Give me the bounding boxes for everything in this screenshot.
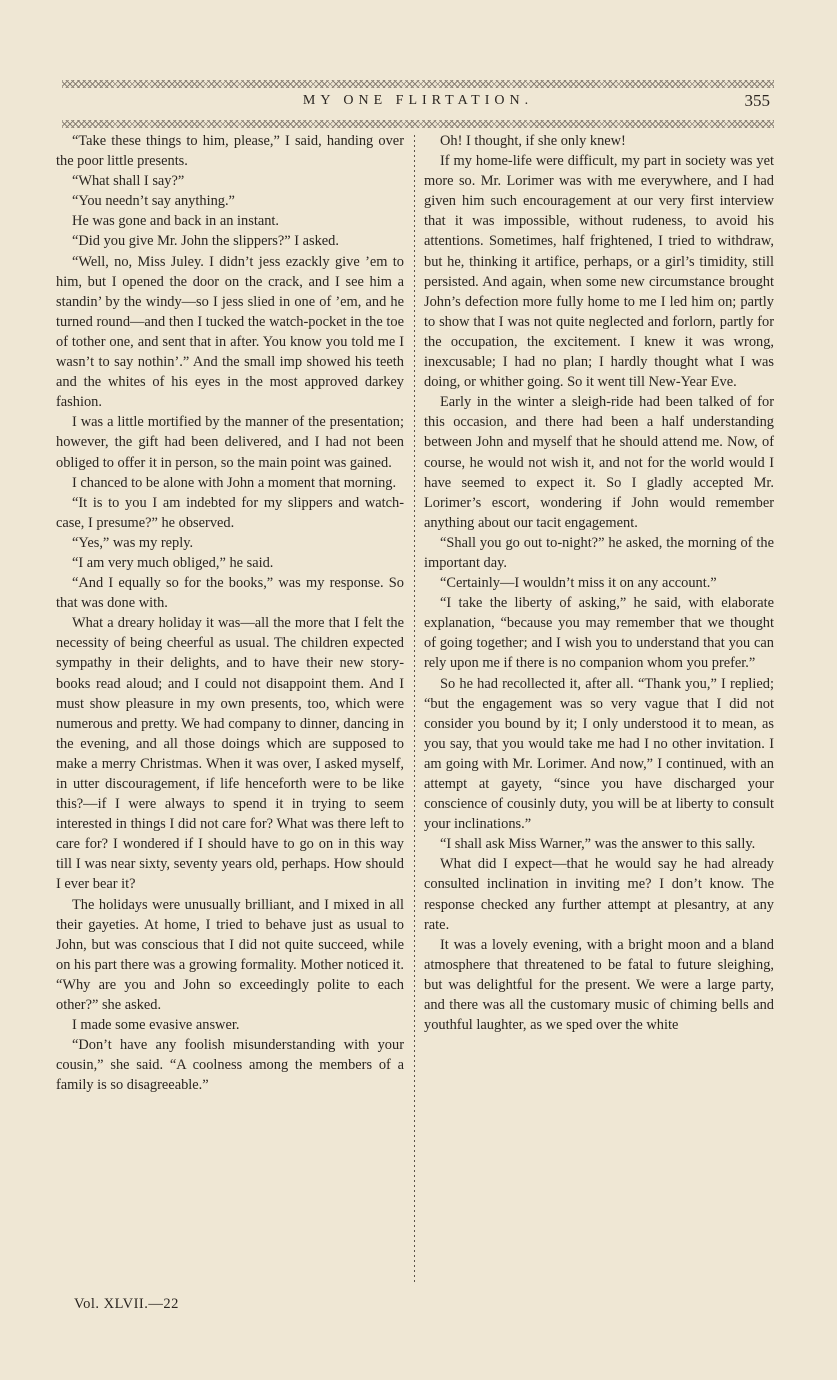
volume-signature: Vol. XLVII.—22 <box>74 1296 179 1312</box>
paragraph: “Well, no, Miss Juley. I didn’t jess ezackly give ’em to him, but I opened the door on the crack, and I see him a standin’ by the windy—so I jess slied in one of ’em, and he turned round—and then I tucked the watch-pocket in the toe of tother one, and sent that in after. You know you told me I wasn’t to say nothin’.” And the small imp showed his teeth and the whites of his eyes in the most approved darkey fashion. <box>56 253 404 411</box>
paragraph: “What shall I say?” <box>72 173 185 190</box>
paragraph: “And I equally so for the books,” was my response. So that was done with. <box>56 575 404 612</box>
paragraph: “It is to you I am indebted for my slippers and watch-case, I presume?” he observed. <box>56 494 404 531</box>
paragraph: “Did you give Mr. John the slippers?” I asked. <box>72 233 339 250</box>
paragraph: “I shall ask Miss Warner,” was the answer to this sally. <box>440 836 756 853</box>
left-text-column <box>56 131 404 1096</box>
paragraph: “I take the liberty of asking,” he said, with elaborate explanation, “because you may remember that we thought of going together; and I wish you to understand that you can rely upon me if there is no companion whom you prefer.” <box>424 595 774 672</box>
column-divider <box>410 135 418 1285</box>
paragraph: “Shall you go out to-night?” he asked, the morning of the important day. <box>424 534 774 571</box>
paragraph: What a dreary holiday it was—all the more that I felt the necessity of being cheerful as usual. The children expected sympathy in their delights, and to have their new story-books read aloud; and I could not disappoint them. And I must show pleasure in my own presents, too, which were numerous and pretty. We had company to dinner, dancing in the evening, and all those doings which are supposed to make a merry Christmas. When it was over, I asked myself, in utter discouragement, if life henceforth were to be like this?—if I were always to spend it in trying to seem interested in things I did not care for? What was there left to care for? I wondered if I should have to go on in this way till I was near sixty, seventy years old, perhaps. How should I ever bear it? <box>56 615 404 893</box>
paragraph: I made some evasive answer. <box>72 1017 240 1034</box>
paragraph: “Take these things to him, please,” I said, handing over the poor little presents. <box>56 133 404 170</box>
top-ornamental-rule <box>62 80 774 88</box>
running-title: MY ONE FLIRTATION. <box>302 93 534 108</box>
paragraph: “Certainly—I wouldn’t miss it on any account.” <box>440 575 717 592</box>
paragraph: What did I expect—that he would say he had already consulted inclination in inviting me? I don’t know. The response checked any further attempt at plesantry, at any rate. <box>424 856 774 933</box>
paragraph: I was a little mortified by the manner of the presentation; however, the gift had been delivered, and I had not been obliged to offer it in person, so the main point was gained. <box>56 414 404 471</box>
paragraph: He was gone and back in an instant. <box>72 213 280 230</box>
paragraph: “You needn’t say anything.” <box>72 193 235 210</box>
running-head <box>62 93 774 117</box>
paragraph: If my home-life were difficult, my part in society was yet more so. Mr. Lorimer was with me everywhere, and I had given him such encouragement at our very first interview that it was impossible, without rudeness, to avoid his attentions. Sometimes, half frightened, I tried to withdraw, but he, thinking it artifice, perhaps, or a girl’s timidity, still persisted. And again, when some new circumstance brought John’s defection more fully home to me I led him on; partly to show that I was not quite neglected and forlorn, partly for the occupation, the excitement. I knew it was wrong, inexcusable; I had no plan; I hardly thought what I was doing, or whither going. So it went till New-Year Eve. <box>424 153 774 391</box>
paragraph: “Don’t have any foolish misunderstanding with your cousin,” she said. “A coolness among the members of a family is so disagreeable.” <box>56 1037 404 1094</box>
header-ornamental-rule <box>62 120 774 128</box>
paragraph: Early in the winter a sleigh-ride had been talked of for this occasion, and there had been a half understanding between John and myself that he should attend me. Now, of course, he would not wish it, and not for the world would I have seemed to expect it. So I gladly accepted Mr. Lorimer’s escort, wondering if John would remember anything about our tacit engagement. <box>424 394 774 531</box>
paragraph: The holidays were unusually brilliant, and I mixed in all their gayeties. At home, I tried to behave just as usual to John, but was conscious that I did not quite succeed, while on his part there was a growing formality. Mother noticed it. “Why are you and John so exceedingly polite to each other?” she asked. <box>56 896 404 1014</box>
paragraph: It was a lovely evening, with a bright moon and a bland atmosphere that threatened to be fatal to future sleighing, but was delightful for the present. We were a large party, and there was all the customary music of chiming bells and youthful laughter, as we sped over the white <box>424 936 774 1034</box>
right-text-column <box>424 131 774 1035</box>
paragraph: “Yes,” was my reply. <box>72 534 194 551</box>
paragraph: “I am very much obliged,” he said. <box>72 554 274 571</box>
paragraph: So he had recollected it, after all. “Thank you,” I replied; “but the engagement was so very vague that I did not consider you bound by it; I only understood it to mean, as you say, that you would take me had I no other invitation. I am going with Mr. Lorimer. And now,” I continued, with an attempt at gayety, “since you have discharged your conscience of cousinly duty, you will be at liberty to consult your inclinations.” <box>424 675 774 833</box>
page-number: 355 <box>744 91 770 110</box>
paragraph: I chanced to be alone with John a moment that morning. <box>72 474 397 491</box>
paragraph: Oh! I thought, if she only knew! <box>440 133 626 149</box>
